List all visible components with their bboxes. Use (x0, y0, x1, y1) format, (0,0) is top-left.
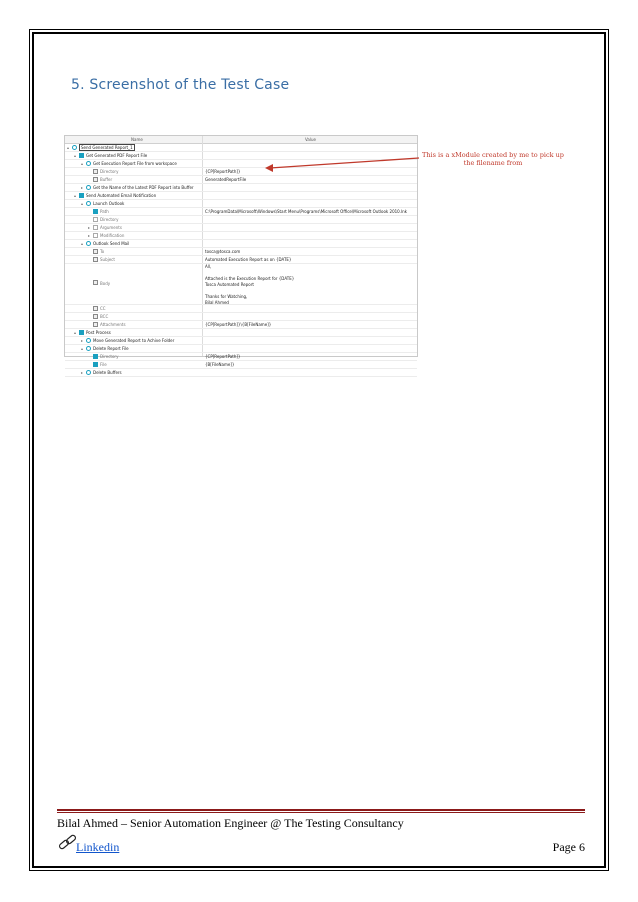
expand-toggle-icon[interactable]: ▸ (81, 338, 84, 343)
module-icon (86, 370, 91, 375)
expand-toggle-icon[interactable]: ▴ (81, 241, 84, 246)
tree-row-name: Launch Outlook (93, 201, 125, 206)
expand-toggle-icon[interactable]: ▴ (81, 161, 84, 166)
tree-row-name: Directory (100, 354, 119, 359)
tree-row-name: Move Generated Report to Achive Folder (93, 338, 175, 343)
linkedin-link[interactable]: Linkedin (76, 840, 120, 854)
tree-row-value[interactable]: {CP[ReportPath]}\{B[FileName]} (205, 322, 272, 327)
expand-toggle-icon[interactable]: ▸ (81, 370, 84, 375)
tree-row-value[interactable]: Automated Execution Report as on {DATE} (205, 257, 292, 262)
column-header-name[interactable]: Name (131, 137, 143, 142)
tree-row-value[interactable]: tosca@tosca.com (205, 249, 241, 254)
test-case-screenshot (64, 135, 567, 375)
tree-row-name: Get Generated PDF Report File (86, 153, 148, 158)
tree-row-name: Delete Report File (93, 346, 129, 351)
tree-row-name: Get the Name of the Latest PDF Report into Buffer (93, 185, 194, 190)
tree-row-name: Modification (100, 233, 125, 238)
section-heading: 5. Screenshot of the Test Case (71, 77, 290, 93)
tree-row-name: Subject (100, 257, 115, 262)
expand-toggle-icon[interactable]: ▴ (81, 201, 84, 206)
expand-toggle-icon[interactable]: ▸ (88, 225, 91, 230)
footer-author-line: Bilal Ahmed – Senior Automation Engineer @ The Testing Consultancy (57, 816, 404, 830)
expand-toggle-icon[interactable]: ▸ (81, 185, 84, 190)
tree-row-name: Send Automated Email Notification (86, 193, 157, 198)
tree-row-name: Get Execution Report File from workspace (93, 161, 177, 166)
annotation-arrow-head (265, 164, 273, 172)
expand-toggle-icon[interactable]: ▴ (81, 346, 84, 351)
tree-row-value[interactable]: {B[FileName]} (205, 362, 235, 367)
tree-row-name: BCC (100, 314, 109, 319)
expand-toggle-icon[interactable]: ▴ (74, 153, 77, 158)
tree-row-name: Directory (100, 169, 119, 174)
tree-row-name: Buffer (100, 177, 113, 182)
tree-row-name: Outlook Send Mail (93, 241, 130, 246)
tree-row-name: Body (100, 281, 111, 286)
expand-toggle-icon[interactable]: ▴ (74, 193, 77, 198)
tree-row-name: Post Process (86, 330, 111, 335)
tree-row-value[interactable]: {CP[ReportPath]} (205, 169, 241, 174)
tree-row-name: Path (100, 209, 109, 214)
tree-row-name: Delete Buffers (93, 370, 122, 375)
annotation-arrow-line (270, 158, 419, 168)
tree-row-name: Attachments (100, 322, 126, 327)
tree-row-name: Arguments (100, 225, 122, 230)
footer-rule-thick (57, 809, 585, 811)
tree-row-value[interactable]: {CP[ReportPath]} (205, 354, 241, 359)
annotation-note: This is a xModule created by me to pick up the filename from (422, 151, 564, 167)
tree-row[interactable] (65, 361, 417, 369)
tree-row-name: Directory (100, 217, 119, 222)
expand-toggle-icon[interactable]: ▴ (67, 145, 70, 150)
selected-name-box[interactable]: Send Generated Report_1 (81, 145, 133, 150)
tree-row-name: To (100, 249, 105, 254)
tree-row-value[interactable]: C:\ProgramData\Microsoft\Windows\Start Menu\Programs\Microsoft Office\Microsoft Outlook 2010.lnk (205, 209, 407, 214)
page-number: Page 6 (552, 840, 585, 854)
expand-toggle-icon[interactable]: ▴ (74, 330, 77, 335)
tree-row-value[interactable]: GeneratedReportFile (205, 177, 247, 182)
tree-row-value[interactable]: All, Attached is the Execution Report for {DATE} Tosca Automated Report Thanks for Watching, Bilal Ahmed (205, 264, 295, 305)
annotation-arrow (64, 135, 567, 362)
tree-row[interactable] (65, 369, 417, 377)
tree-row-name: CC (100, 306, 106, 311)
column-header-value[interactable]: Value (305, 137, 316, 142)
folder-icon (93, 362, 98, 367)
footer-rule-thin (57, 812, 585, 813)
expand-toggle-icon[interactable]: ▸ (88, 233, 91, 238)
tree-row-name: File (100, 362, 107, 367)
